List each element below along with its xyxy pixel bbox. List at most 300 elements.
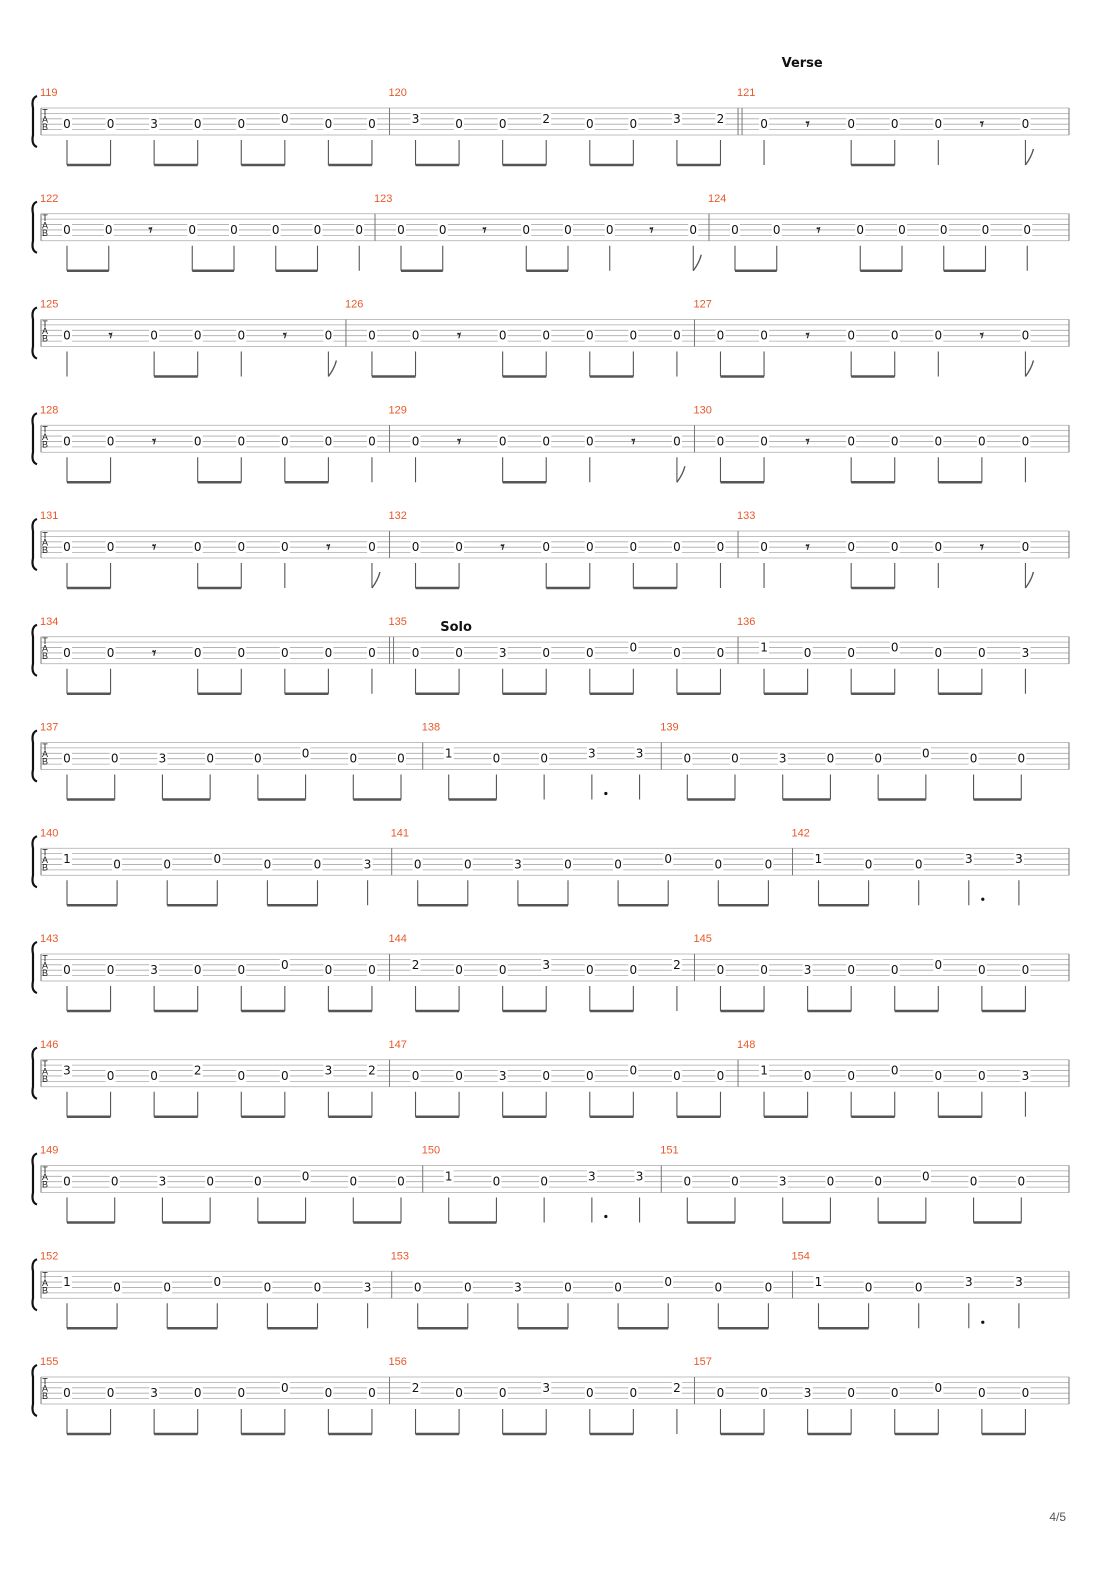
note-flag: [1025, 572, 1033, 588]
fret-number: 0: [542, 434, 551, 449]
fret-number: 0: [760, 540, 768, 555]
tab-clef-letter: A: [41, 1383, 49, 1394]
fret-number: 0: [206, 1174, 214, 1189]
fret-number: 0: [1021, 540, 1030, 555]
fret-number: 0: [664, 852, 673, 867]
fret-number: 3: [635, 746, 644, 761]
fret-number: 0: [324, 645, 333, 660]
fret-number: 3: [150, 963, 158, 978]
fret-number: 0: [673, 1068, 681, 1083]
fret-number: 0: [1021, 434, 1030, 449]
fret-number: 0: [934, 645, 943, 660]
fret-number: 0: [193, 540, 202, 555]
tab-clef-letter: A: [41, 220, 49, 231]
tab-clef-letter: T: [42, 847, 48, 858]
fret-number: 0: [113, 1280, 121, 1295]
fret-number: 0: [934, 1380, 943, 1395]
measure-number: 136: [737, 615, 756, 628]
fret-number: 0: [63, 222, 71, 237]
measure-number: 130: [693, 404, 712, 417]
fret-number: 0: [1017, 751, 1026, 766]
system: [33, 1145, 1070, 1223]
fret-number: 0: [1021, 328, 1030, 343]
eighth-rest: 𝄾: [805, 538, 810, 557]
fret-number: 0: [281, 434, 289, 449]
tab-clef-letter: A: [41, 960, 49, 971]
fret-number: 0: [63, 434, 71, 449]
fret-number: 0: [193, 645, 202, 660]
fret-number: 0: [188, 222, 197, 237]
fret-number: 0: [864, 1280, 873, 1295]
fret-number: 0: [716, 1386, 725, 1401]
fret-number: 0: [605, 222, 614, 237]
fret-number: 0: [585, 117, 594, 132]
fret-number: 1: [814, 852, 823, 867]
fret-number: 0: [540, 751, 548, 766]
fret-number: 0: [939, 222, 948, 237]
fret-number: 0: [683, 751, 692, 766]
fret-number: 3: [803, 1386, 812, 1401]
fret-number: 0: [63, 328, 71, 343]
fret-number: 0: [324, 963, 333, 978]
fret-number: 0: [890, 540, 899, 555]
fret-number: 0: [585, 963, 594, 978]
fret-number: 0: [397, 222, 405, 237]
fret-number: 0: [63, 645, 71, 660]
system-bracket: [33, 1259, 38, 1310]
note-flag: [677, 466, 685, 482]
fret-number: 2: [716, 111, 725, 126]
fret-number: 0: [63, 963, 71, 978]
fret-number: 0: [455, 117, 463, 132]
tab-clef-letter: B: [41, 968, 49, 978]
fret-number: 0: [856, 222, 865, 237]
fret-number: 3: [542, 1380, 551, 1395]
system: [33, 722, 1070, 800]
fret-number: 3: [324, 1063, 333, 1078]
tab-clef-letter: A: [41, 431, 49, 442]
eighth-rest: 𝄾: [282, 326, 287, 345]
fret-number: 0: [237, 963, 246, 978]
tab-clef-letter: T: [42, 1059, 48, 1070]
fret-number: 0: [847, 540, 855, 555]
measure-number: 152: [40, 1250, 59, 1263]
fret-number: 0: [629, 1386, 638, 1401]
eighth-rest: 𝄾: [457, 432, 462, 451]
fret-number: 0: [673, 540, 681, 555]
fret-number: 0: [585, 1068, 594, 1083]
system: [33, 827, 1070, 905]
fret-number: 0: [969, 751, 978, 766]
tab-clef-letter: A: [41, 1277, 49, 1288]
fret-number: 0: [492, 1174, 501, 1189]
fret-number: 0: [463, 1280, 472, 1295]
measure-number: 133: [737, 510, 756, 522]
fret-number: 0: [664, 1275, 673, 1290]
fret-number: 0: [934, 117, 943, 132]
fret-number: 0: [714, 857, 723, 872]
fret-number: 0: [629, 963, 638, 978]
measure-number: 141: [390, 827, 410, 840]
fret-number: 0: [213, 852, 222, 867]
fret-number: 0: [890, 117, 899, 132]
fret-number: 0: [455, 1386, 463, 1401]
fret-number: 3: [1015, 1275, 1023, 1290]
fret-number: 0: [847, 645, 855, 660]
measure-number: 144: [388, 933, 407, 945]
measure-number: 124: [708, 192, 727, 205]
fret-number: 0: [281, 1380, 289, 1395]
fret-number: 0: [716, 645, 725, 660]
measure-number: 128: [40, 404, 59, 417]
fret-number: 0: [150, 328, 158, 343]
tab-clef-letter: T: [42, 213, 48, 224]
measure-number: 132: [388, 510, 407, 522]
measure-number: 137: [40, 721, 59, 734]
fret-number: 0: [237, 1386, 246, 1401]
system: [33, 299, 1070, 377]
fret-number: 0: [673, 645, 681, 660]
fret-number: 0: [1021, 117, 1030, 132]
fret-number: 0: [324, 328, 333, 343]
fret-number: 0: [313, 1280, 322, 1295]
fret-number: 0: [413, 857, 422, 872]
fret-number: 0: [716, 963, 725, 978]
fret-number: 0: [716, 540, 725, 555]
fret-number: 3: [158, 751, 167, 766]
fret-number: 0: [585, 540, 594, 555]
fret-number: 0: [847, 434, 855, 449]
fret-number: 3: [778, 751, 787, 766]
measure-number: 147: [388, 1038, 407, 1051]
measure-number: 131: [40, 510, 59, 522]
fret-number: 0: [542, 328, 551, 343]
section-label: Verse: [781, 56, 823, 71]
system-bracket: [33, 1154, 38, 1205]
tab-clef-letter: B: [41, 439, 49, 450]
fret-number: 0: [106, 645, 115, 660]
tab-clef-letter: T: [42, 953, 48, 964]
fret-number: 0: [324, 1386, 333, 1401]
fret-number: 2: [411, 957, 420, 972]
measure-number: 156: [388, 1356, 407, 1368]
fret-number: 3: [514, 1280, 522, 1295]
measure-number: 138: [421, 721, 441, 734]
tab-clef-letter: T: [42, 1164, 48, 1175]
fret-number: 0: [689, 222, 698, 237]
fret-number: 1: [63, 852, 71, 867]
note-flag: [1025, 149, 1033, 165]
tab-clef-letter: T: [42, 530, 48, 541]
fret-number: 0: [629, 328, 638, 343]
eighth-rest: 𝄾: [805, 115, 810, 134]
fret-number: 0: [313, 222, 322, 237]
fret-number: 0: [585, 434, 594, 449]
fret-number: 3: [158, 1174, 167, 1189]
fret-number: 0: [237, 117, 246, 132]
tab-clef-letter: T: [42, 424, 48, 435]
tab-clef-letter: B: [41, 756, 49, 767]
fret-number: 3: [363, 857, 372, 872]
tab-clef-letter: B: [41, 545, 49, 555]
tab-clef-letter: B: [41, 227, 49, 238]
fret-number: 0: [890, 1063, 899, 1078]
fret-number: 0: [731, 222, 739, 237]
fret-number: 3: [803, 963, 812, 978]
fret-number: 0: [934, 957, 943, 972]
fret-number: 0: [368, 540, 376, 555]
tab-clef-letter: B: [41, 1391, 49, 1401]
fret-number: 0: [237, 540, 246, 555]
fret-number: 3: [673, 111, 681, 126]
fret-number: 0: [106, 117, 115, 132]
fret-number: 2: [193, 1063, 202, 1078]
fret-number: 1: [760, 1063, 768, 1078]
fret-number: 0: [463, 857, 472, 872]
tab-clef-letter: A: [41, 643, 49, 654]
dot: [604, 1215, 607, 1218]
fret-number: 0: [63, 1386, 71, 1401]
fret-number: 0: [847, 117, 855, 132]
eighth-rest: 𝄾: [649, 220, 654, 239]
fret-number: 0: [890, 328, 899, 343]
fret-number: 0: [716, 328, 725, 343]
fret-number: 0: [110, 751, 119, 766]
fret-number: 0: [764, 1280, 773, 1295]
fret-number: 0: [716, 1068, 725, 1083]
fret-number: 0: [760, 1386, 768, 1401]
eighth-rest: 𝄾: [631, 432, 636, 451]
note-flag: [372, 572, 380, 588]
fret-number: 0: [281, 957, 289, 972]
note-flag: [1025, 361, 1033, 377]
measure-number: 155: [40, 1356, 59, 1368]
fret-number: 3: [588, 1169, 596, 1184]
tab-clef-letter: A: [41, 1066, 49, 1077]
fret-number: 0: [934, 1068, 943, 1083]
fret-number: 0: [281, 540, 289, 555]
fret-number: 0: [934, 540, 943, 555]
fret-number: 0: [1017, 1174, 1026, 1189]
fret-number: 0: [313, 857, 322, 872]
fret-number: 0: [847, 1386, 855, 1401]
fret-number: 0: [368, 645, 376, 660]
fret-number: 0: [193, 328, 202, 343]
fret-number: 0: [349, 751, 358, 766]
fret-number: 0: [455, 540, 463, 555]
fret-number: 0: [106, 434, 115, 449]
measure-number: 122: [40, 192, 59, 205]
fret-number: 0: [63, 1174, 71, 1189]
tab-clef-letter: A: [41, 854, 49, 865]
fret-number: 0: [890, 963, 899, 978]
fret-number: 0: [411, 1068, 420, 1083]
fret-number: 0: [764, 857, 773, 872]
eighth-rest: 𝄾: [457, 326, 462, 345]
fret-number: 3: [778, 1174, 787, 1189]
fret-number: 2: [673, 957, 681, 972]
fret-number: 1: [814, 1275, 823, 1290]
fret-number: 3: [63, 1063, 71, 1078]
fret-number: 0: [113, 857, 121, 872]
fret-number: 3: [635, 1169, 644, 1184]
fret-number: 0: [803, 1068, 812, 1083]
fret-number: 0: [629, 1063, 638, 1078]
eighth-rest: 𝄾: [979, 115, 984, 134]
fret-number: 0: [163, 1280, 172, 1295]
fret-number: 0: [890, 1386, 899, 1401]
tab-clef-letter: A: [41, 1172, 49, 1183]
tab-clef-letter: A: [41, 749, 49, 760]
fret-number: 0: [922, 746, 930, 761]
measure-number: 146: [40, 1038, 59, 1051]
fret-number: 0: [716, 434, 725, 449]
fret-number: 0: [922, 1169, 930, 1184]
fret-number: 0: [413, 1280, 422, 1295]
system: [33, 1250, 1070, 1328]
fret-number: 0: [63, 117, 71, 132]
fret-number: 0: [368, 434, 376, 449]
measure-number: 120: [388, 87, 407, 99]
fret-number: 0: [411, 434, 420, 449]
measure-number: 142: [791, 827, 810, 840]
fret-number: 0: [301, 1169, 310, 1184]
measure-number: 127: [693, 298, 712, 311]
measure-number: 153: [390, 1250, 410, 1263]
fret-number: 0: [213, 1275, 222, 1290]
system-bracket: [33, 836, 38, 887]
fret-number: 2: [673, 1380, 681, 1395]
fret-number: 0: [271, 222, 280, 237]
measure-number: 135: [388, 615, 407, 628]
fret-number: 0: [614, 857, 622, 872]
system: [33, 1356, 1070, 1434]
dot: [981, 898, 984, 901]
fret-number: 0: [355, 222, 364, 237]
measure-number: 129: [388, 404, 407, 417]
fret-number: 0: [106, 1068, 115, 1083]
fret-number: 0: [281, 645, 289, 660]
eighth-rest: 𝄾: [152, 538, 157, 557]
eighth-rest: 𝄾: [816, 220, 821, 239]
fret-number: 0: [498, 117, 507, 132]
fret-number: 0: [106, 540, 115, 555]
fret-number: 3: [411, 111, 420, 126]
fret-number: 2: [368, 1063, 376, 1078]
fret-number: 1: [444, 1169, 453, 1184]
system-bracket: [33, 731, 38, 782]
fret-number: 0: [564, 857, 572, 872]
fret-number: 0: [1021, 1386, 1030, 1401]
eighth-rest: 𝄾: [979, 326, 984, 345]
tab-clef-letter: T: [42, 1376, 48, 1387]
system: [33, 933, 1070, 1011]
system: [33, 56, 1070, 165]
fret-number: 0: [760, 117, 768, 132]
measure-number: 123: [374, 192, 393, 205]
fret-number: 3: [1021, 1068, 1030, 1083]
measure-number: 151: [660, 1144, 679, 1157]
eighth-rest: 𝄾: [148, 220, 153, 239]
fret-number: 0: [542, 645, 551, 660]
fret-number: 0: [206, 751, 214, 766]
fret-number: 2: [411, 1380, 420, 1395]
fret-number: 0: [978, 1386, 986, 1401]
fret-number: 0: [629, 117, 638, 132]
eighth-rest: 𝄾: [805, 432, 810, 451]
fret-number: 0: [324, 434, 333, 449]
fret-number: 0: [237, 434, 246, 449]
fret-number: 0: [150, 1068, 158, 1083]
fret-number: 3: [498, 1068, 507, 1083]
eighth-rest: 𝄾: [326, 538, 331, 557]
fret-number: 0: [106, 963, 115, 978]
eighth-rest: 𝄾: [500, 538, 505, 557]
tab-clef-letter: B: [41, 333, 49, 344]
measure-number: 134: [40, 615, 59, 628]
fret-number: 0: [914, 1280, 923, 1295]
fret-number: 0: [934, 434, 943, 449]
tab-clef-letter: A: [41, 326, 49, 337]
tab-clef-letter: B: [41, 862, 49, 873]
fret-number: 0: [978, 434, 986, 449]
measure-number: 145: [693, 933, 712, 945]
fret-number: 1: [63, 1275, 71, 1290]
fret-number: 0: [1021, 963, 1030, 978]
fret-number: 0: [254, 1174, 262, 1189]
fret-number: 0: [683, 1174, 692, 1189]
fret-number: 0: [585, 328, 594, 343]
system: [33, 193, 1070, 271]
fret-number: 0: [63, 751, 71, 766]
note-flag: [693, 255, 701, 271]
page-number: 4/5: [1049, 1510, 1066, 1524]
measure-number: 119: [40, 87, 58, 99]
measure-number: 143: [40, 933, 59, 945]
system-bracket: [33, 202, 38, 253]
measure-number: 139: [660, 721, 679, 734]
fret-number: 0: [411, 328, 420, 343]
eighth-rest: 𝄾: [152, 432, 157, 451]
fret-number: 3: [363, 1280, 372, 1295]
fret-number: 0: [397, 1174, 405, 1189]
fret-number: 0: [585, 645, 594, 660]
system: [33, 1039, 1070, 1117]
fret-number: 3: [1015, 852, 1023, 867]
fret-number: 0: [411, 540, 420, 555]
tab-clef-letter: A: [41, 537, 49, 548]
section-label: Solo: [440, 620, 472, 635]
eighth-rest: 𝄾: [152, 643, 157, 662]
eighth-rest: 𝄾: [108, 326, 113, 345]
fret-number: 0: [193, 1386, 202, 1401]
fret-number: 0: [324, 117, 333, 132]
fret-number: 0: [914, 857, 923, 872]
fret-number: 0: [898, 222, 906, 237]
fret-number: 0: [731, 751, 739, 766]
fret-number: 0: [498, 1386, 507, 1401]
fret-number: 0: [564, 222, 572, 237]
fret-number: 0: [492, 751, 501, 766]
fret-number: 0: [978, 963, 986, 978]
fret-number: 0: [411, 645, 420, 660]
fret-number: 0: [368, 1386, 376, 1401]
fret-number: 0: [864, 857, 873, 872]
fret-number: 0: [455, 1068, 463, 1083]
tab-clef-letter: T: [42, 636, 48, 647]
fret-number: 0: [564, 1280, 572, 1295]
measure-number: 154: [791, 1250, 810, 1263]
